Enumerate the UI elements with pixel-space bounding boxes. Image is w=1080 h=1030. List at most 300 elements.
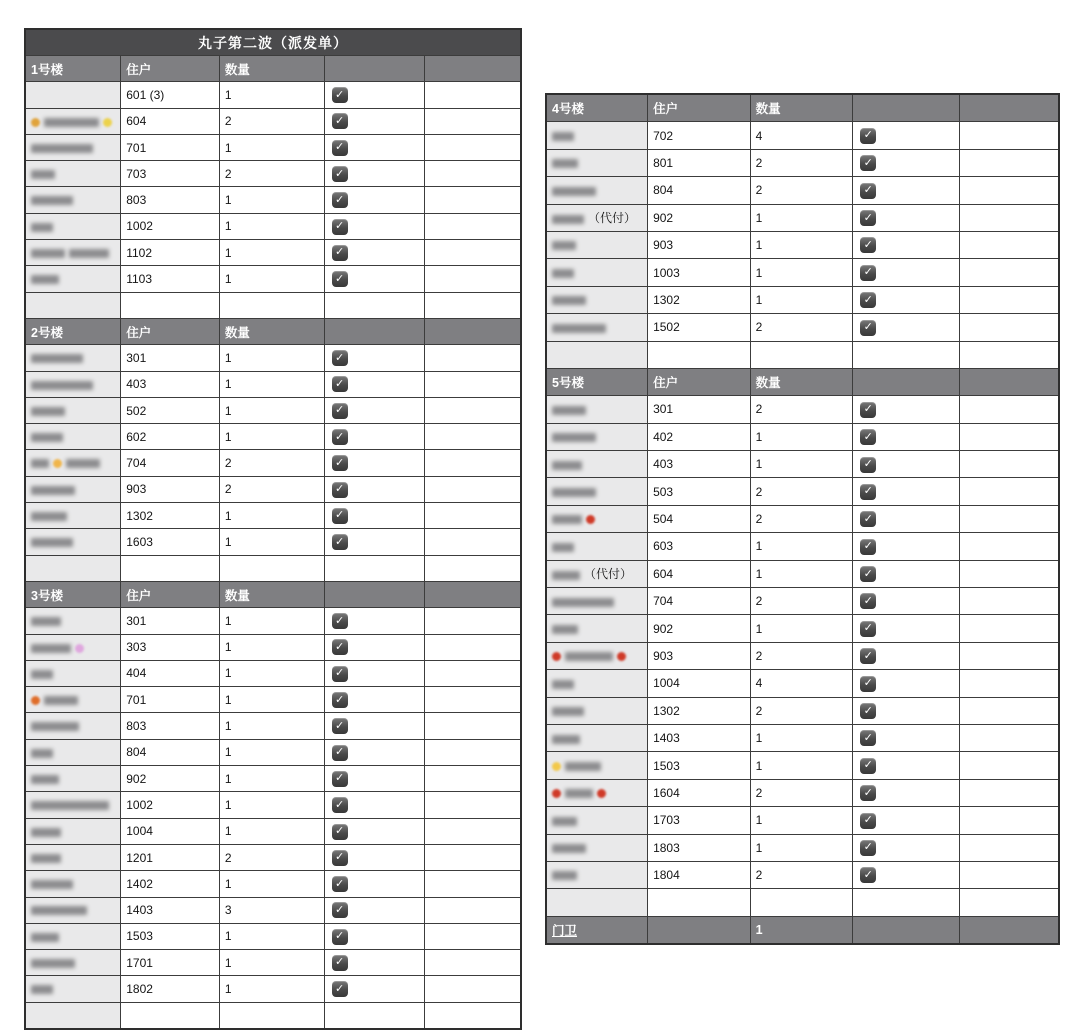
table-row [25, 739, 521, 765]
column-header-blank [324, 318, 425, 344]
name-suffix: （代付） [588, 211, 637, 226]
checkbox-checked-icon[interactable]: ✓ [860, 155, 876, 171]
extra-cell [959, 259, 1059, 286]
checkbox-checked-icon[interactable]: ✓ [860, 730, 876, 746]
qty-cell: 1 [219, 345, 324, 371]
extra-cell [959, 231, 1059, 258]
name-cell [25, 976, 121, 1002]
table-row [25, 923, 521, 949]
table-row [546, 149, 1059, 176]
room-cell: 1102 [121, 240, 220, 266]
column-header-blank [425, 318, 521, 344]
checkbox-checked-icon[interactable]: ✓ [332, 718, 348, 734]
qty-cell: 1 [219, 213, 324, 239]
qty-cell: 1 [219, 424, 324, 450]
check-cell [324, 897, 425, 923]
redacted-name [31, 486, 75, 495]
name-cell [546, 505, 648, 532]
extra-cell [959, 670, 1059, 697]
room-cell: 903 [121, 476, 220, 502]
checkbox-checked-icon[interactable]: ✓ [860, 813, 876, 829]
extra-cell [959, 423, 1059, 450]
name-cell [25, 739, 121, 765]
checkbox-checked-icon[interactable]: ✓ [332, 666, 348, 682]
check-cell [853, 478, 960, 505]
empty-cell [324, 292, 425, 318]
table-row [546, 807, 1059, 834]
qty-cell: 1 [219, 397, 324, 423]
name-cell [546, 697, 648, 724]
emoji-icon [597, 789, 606, 798]
empty-row [25, 1002, 521, 1029]
room-cell: 403 [648, 451, 751, 478]
qty-cell: 1 [750, 259, 853, 286]
redacted-name [31, 801, 109, 810]
name-cell-empty [25, 555, 121, 581]
name-cell [25, 897, 121, 923]
check-cell [324, 950, 425, 976]
checkbox-checked-icon[interactable]: ✓ [332, 692, 348, 708]
check-cell [324, 134, 425, 160]
checkbox-checked-icon[interactable]: ✓ [332, 219, 348, 235]
room-cell: 303 [121, 634, 220, 660]
name-cell [25, 792, 121, 818]
check-cell [324, 739, 425, 765]
checkbox-checked-icon[interactable]: ✓ [332, 745, 348, 761]
redacted-name [31, 354, 83, 363]
checkbox-checked-icon[interactable]: ✓ [860, 429, 876, 445]
name-cell [546, 588, 648, 615]
check-cell [324, 240, 425, 266]
table-row [25, 108, 521, 134]
checkbox-checked-icon[interactable]: ✓ [332, 403, 348, 419]
checkbox-checked-icon[interactable]: ✓ [332, 955, 348, 971]
checkbox-checked-icon[interactable]: ✓ [860, 210, 876, 226]
guard-label: 门卫 [546, 916, 648, 944]
redacted-name [31, 249, 65, 258]
building-label: 1号楼 [25, 56, 121, 82]
name-cell-empty [25, 292, 121, 318]
check-cell [853, 396, 960, 423]
check-cell [853, 177, 960, 204]
redacted-name [552, 296, 586, 305]
qty-cell: 2 [219, 450, 324, 476]
table-row [25, 634, 521, 660]
name-cell [546, 861, 648, 888]
empty-cell [324, 555, 425, 581]
section-header-row [546, 368, 1059, 395]
table-row [546, 642, 1059, 669]
empty-cell [648, 889, 751, 916]
checkbox-checked-icon[interactable]: ✓ [332, 271, 348, 287]
check-cell [853, 505, 960, 532]
title-row [25, 29, 521, 56]
qty-cell: 1 [750, 204, 853, 231]
qty-cell: 4 [750, 122, 853, 149]
column-header-resident: 住户 [648, 368, 751, 395]
qty-cell: 1 [219, 871, 324, 897]
table-row [25, 424, 521, 450]
qty-cell: 2 [750, 478, 853, 505]
extra-cell [959, 779, 1059, 806]
redacted-name [552, 844, 586, 853]
empty-cell [959, 341, 1059, 368]
checkbox-checked-icon[interactable]: ✓ [332, 166, 348, 182]
check-cell [324, 503, 425, 529]
column-header-blank [324, 581, 425, 607]
column-header-blank [425, 56, 521, 82]
extra-cell [425, 739, 521, 765]
extra-cell [425, 371, 521, 397]
empty-cell [648, 341, 751, 368]
empty-row [25, 292, 521, 318]
room-cell: 301 [121, 345, 220, 371]
checkbox-checked-icon[interactable]: ✓ [332, 192, 348, 208]
name-cell [25, 134, 121, 160]
qty-cell: 1 [219, 134, 324, 160]
extra-cell [959, 286, 1059, 313]
name-cell [25, 634, 121, 660]
table-row [546, 670, 1059, 697]
room-cell: 804 [121, 739, 220, 765]
qty-cell: 1 [219, 923, 324, 949]
name-cell-empty [546, 889, 648, 916]
checkbox-checked-icon[interactable]: ✓ [332, 534, 348, 550]
checkbox-checked-icon[interactable]: ✓ [332, 639, 348, 655]
extra-cell [959, 204, 1059, 231]
room-cell: 703 [121, 161, 220, 187]
name-cell [25, 240, 121, 266]
check-cell [324, 687, 425, 713]
checkbox-checked-icon[interactable]: ✓ [332, 876, 348, 892]
extra-cell [959, 314, 1059, 341]
checkbox-checked-icon[interactable]: ✓ [332, 771, 348, 787]
name-cell [25, 950, 121, 976]
name-cell [25, 713, 121, 739]
checkbox-checked-icon[interactable]: ✓ [860, 593, 876, 609]
table-row [546, 752, 1059, 779]
table-row [546, 779, 1059, 806]
extra-cell [959, 752, 1059, 779]
table-row [546, 259, 1059, 286]
column-header-blank [959, 368, 1059, 395]
checkbox-checked-icon[interactable]: ✓ [332, 350, 348, 366]
name-cell [25, 923, 121, 949]
checkbox-checked-icon[interactable]: ✓ [332, 850, 348, 866]
checkbox-checked-icon[interactable]: ✓ [860, 648, 876, 664]
checkbox-checked-icon[interactable]: ✓ [860, 840, 876, 856]
emoji-icon [552, 652, 561, 661]
room-cell: 402 [648, 423, 751, 450]
check-cell [324, 213, 425, 239]
empty-row [546, 341, 1059, 368]
checkbox-checked-icon[interactable]: ✓ [860, 703, 876, 719]
empty-cell [121, 1002, 220, 1029]
guard-qty: 1 [750, 916, 853, 944]
table-row [25, 792, 521, 818]
redacted-name [552, 159, 578, 168]
extra-cell [959, 724, 1059, 751]
checkbox-checked-icon[interactable]: ✓ [860, 511, 876, 527]
qty-cell: 1 [750, 807, 853, 834]
extra-cell [425, 161, 521, 187]
qty-cell: 1 [750, 451, 853, 478]
check-cell [324, 424, 425, 450]
checkbox-checked-icon[interactable]: ✓ [860, 867, 876, 883]
checkbox-checked-icon[interactable]: ✓ [332, 140, 348, 156]
extra-cell [959, 122, 1059, 149]
qty-cell: 1 [750, 724, 853, 751]
footer-blank [853, 916, 960, 944]
checkbox-checked-icon[interactable]: ✓ [332, 113, 348, 129]
room-cell: 704 [121, 450, 220, 476]
table-row [546, 231, 1059, 258]
checkbox-checked-icon[interactable]: ✓ [860, 621, 876, 637]
checkbox-checked-icon[interactable]: ✓ [332, 482, 348, 498]
extra-cell [425, 450, 521, 476]
checkbox-checked-icon[interactable]: ✓ [332, 929, 348, 945]
checkbox-checked-icon[interactable]: ✓ [860, 237, 876, 253]
empty-cell [853, 341, 960, 368]
qty-cell: 1 [219, 266, 324, 292]
room-cell: 701 [121, 687, 220, 713]
extra-cell [425, 240, 521, 266]
checkbox-checked-icon[interactable]: ✓ [332, 797, 348, 813]
checkbox-checked-icon[interactable]: ✓ [332, 245, 348, 261]
building-label: 3号楼 [25, 581, 121, 607]
check-cell [324, 713, 425, 739]
empty-row [25, 555, 521, 581]
room-cell: 1201 [121, 844, 220, 870]
extra-cell [959, 505, 1059, 532]
extra-cell [425, 345, 521, 371]
room-cell: 902 [648, 204, 751, 231]
check-cell [324, 976, 425, 1002]
room-cell: 1701 [121, 950, 220, 976]
table-row [546, 560, 1059, 587]
table-row [25, 529, 521, 555]
qty-cell: 1 [219, 660, 324, 686]
column-header-blank [324, 56, 425, 82]
column-header-resident: 住户 [121, 56, 220, 82]
redacted-name [552, 515, 582, 524]
room-cell: 1403 [648, 724, 751, 751]
room-cell: 1604 [648, 779, 751, 806]
name-cell [546, 807, 648, 834]
room-cell: 404 [121, 660, 220, 686]
extra-cell [959, 478, 1059, 505]
extra-cell [959, 807, 1059, 834]
room-cell: 903 [648, 642, 751, 669]
building-label: 4号楼 [546, 94, 648, 122]
checkbox-checked-icon[interactable]: ✓ [332, 613, 348, 629]
room-cell: 1703 [648, 807, 751, 834]
extra-cell [959, 861, 1059, 888]
qty-cell: 1 [219, 608, 324, 634]
table-row [546, 697, 1059, 724]
checkbox-checked-icon[interactable]: ✓ [860, 758, 876, 774]
check-cell [324, 660, 425, 686]
redacted-name [31, 144, 93, 153]
table-row [25, 345, 521, 371]
check-cell [324, 923, 425, 949]
check-cell [853, 122, 960, 149]
qty-cell: 1 [219, 792, 324, 818]
checkbox-checked-icon[interactable]: ✓ [332, 981, 348, 997]
extra-cell [425, 687, 521, 713]
redacted-name [552, 625, 578, 634]
redacted-name [69, 249, 109, 258]
extra-cell [425, 923, 521, 949]
checkbox-checked-icon[interactable]: ✓ [860, 128, 876, 144]
empty-cell [121, 555, 220, 581]
check-cell [853, 149, 960, 176]
checkbox-checked-icon[interactable]: ✓ [860, 292, 876, 308]
qty-cell: 1 [219, 187, 324, 213]
checkbox-checked-icon[interactable]: ✓ [860, 676, 876, 692]
checkbox-checked-icon[interactable]: ✓ [860, 265, 876, 281]
check-cell [324, 529, 425, 555]
check-cell [324, 450, 425, 476]
extra-cell [425, 108, 521, 134]
redacted-name [31, 880, 73, 889]
checkbox-checked-icon[interactable]: ✓ [332, 429, 348, 445]
name-cell [546, 834, 648, 861]
room-cell: 601 (3) [121, 82, 220, 108]
table-row [546, 204, 1059, 231]
name-cell [546, 396, 648, 423]
check-cell [324, 844, 425, 870]
qty-cell: 1 [219, 634, 324, 660]
redacted-name [31, 407, 65, 416]
table-row [25, 950, 521, 976]
checkbox-checked-icon[interactable]: ✓ [860, 320, 876, 336]
qty-cell: 1 [219, 950, 324, 976]
check-cell [324, 108, 425, 134]
qty-cell: 1 [219, 687, 324, 713]
checkbox-checked-icon[interactable]: ✓ [860, 785, 876, 801]
checkbox-checked-icon[interactable]: ✓ [332, 376, 348, 392]
table-row [25, 134, 521, 160]
name-cell [25, 529, 121, 555]
room-cell: 1302 [648, 697, 751, 724]
extra-cell [425, 950, 521, 976]
qty-cell: 3 [219, 897, 324, 923]
redacted-name [31, 985, 53, 994]
name-cell [546, 478, 648, 505]
empty-cell [121, 292, 220, 318]
room-cell: 502 [121, 397, 220, 423]
section-header-row [25, 581, 521, 607]
table-row [25, 476, 521, 502]
checkbox-checked-icon[interactable]: ✓ [860, 484, 876, 500]
name-cell [546, 231, 648, 258]
name-cell-empty [546, 341, 648, 368]
name-suffix: （代付） [584, 567, 633, 582]
name-cell [25, 424, 121, 450]
redacted-name [31, 196, 73, 205]
empty-cell [219, 1002, 324, 1029]
room-cell: 1002 [121, 213, 220, 239]
qty-cell: 1 [219, 766, 324, 792]
room-cell: 803 [121, 187, 220, 213]
qty-cell: 1 [219, 976, 324, 1002]
extra-cell [959, 177, 1059, 204]
qty-cell: 1 [750, 231, 853, 258]
check-cell [853, 204, 960, 231]
checkbox-checked-icon[interactable]: ✓ [860, 566, 876, 582]
extra-cell [959, 560, 1059, 587]
qty-cell: 1 [219, 713, 324, 739]
redacted-name [552, 871, 577, 880]
checkbox-checked-icon[interactable]: ✓ [860, 402, 876, 418]
check-cell [853, 779, 960, 806]
name-cell [25, 82, 121, 108]
room-cell: 803 [121, 713, 220, 739]
redacted-name [552, 461, 582, 470]
section-header-row [25, 318, 521, 344]
room-cell: 602 [121, 424, 220, 450]
check-cell [324, 792, 425, 818]
check-cell [853, 697, 960, 724]
redacted-name [31, 828, 61, 837]
checkbox-checked-icon[interactable]: ✓ [860, 539, 876, 555]
footer-blank [959, 916, 1059, 944]
footer-blank [648, 916, 751, 944]
checkbox-checked-icon[interactable]: ✓ [332, 508, 348, 524]
extra-cell [425, 476, 521, 502]
extra-cell [959, 615, 1059, 642]
checkbox-checked-icon[interactable]: ✓ [332, 455, 348, 471]
redacted-name [552, 269, 574, 278]
table-row [25, 161, 521, 187]
column-header-qty: 数量 [750, 368, 853, 395]
checkbox-checked-icon[interactable]: ✓ [860, 183, 876, 199]
table-row [25, 608, 521, 634]
qty-cell: 2 [750, 642, 853, 669]
qty-cell: 2 [219, 108, 324, 134]
redacted-name [31, 275, 59, 284]
room-cell: 1103 [121, 266, 220, 292]
name-cell [546, 259, 648, 286]
building-label: 5号楼 [546, 368, 648, 395]
emoji-icon [103, 118, 112, 127]
name-cell [25, 844, 121, 870]
table-row [546, 396, 1059, 423]
checkbox-checked-icon[interactable]: ✓ [332, 902, 348, 918]
check-cell [324, 766, 425, 792]
extra-cell [959, 697, 1059, 724]
check-cell [853, 423, 960, 450]
checkbox-checked-icon[interactable]: ✓ [332, 87, 348, 103]
room-cell: 903 [648, 231, 751, 258]
empty-cell [750, 889, 853, 916]
qty-cell: 1 [750, 533, 853, 560]
left-table [24, 28, 522, 1030]
checkbox-checked-icon[interactable]: ✓ [860, 457, 876, 473]
redacted-name [31, 381, 93, 390]
table-row [25, 687, 521, 713]
extra-cell [425, 529, 521, 555]
redacted-name [552, 132, 574, 141]
redacted-name [552, 187, 596, 196]
empty-cell [959, 889, 1059, 916]
page-title: 丸子第二波（派发单） [25, 29, 521, 56]
name-cell [546, 122, 648, 149]
checkbox-checked-icon[interactable]: ✓ [332, 824, 348, 840]
extra-cell [425, 424, 521, 450]
room-cell: 1004 [648, 670, 751, 697]
